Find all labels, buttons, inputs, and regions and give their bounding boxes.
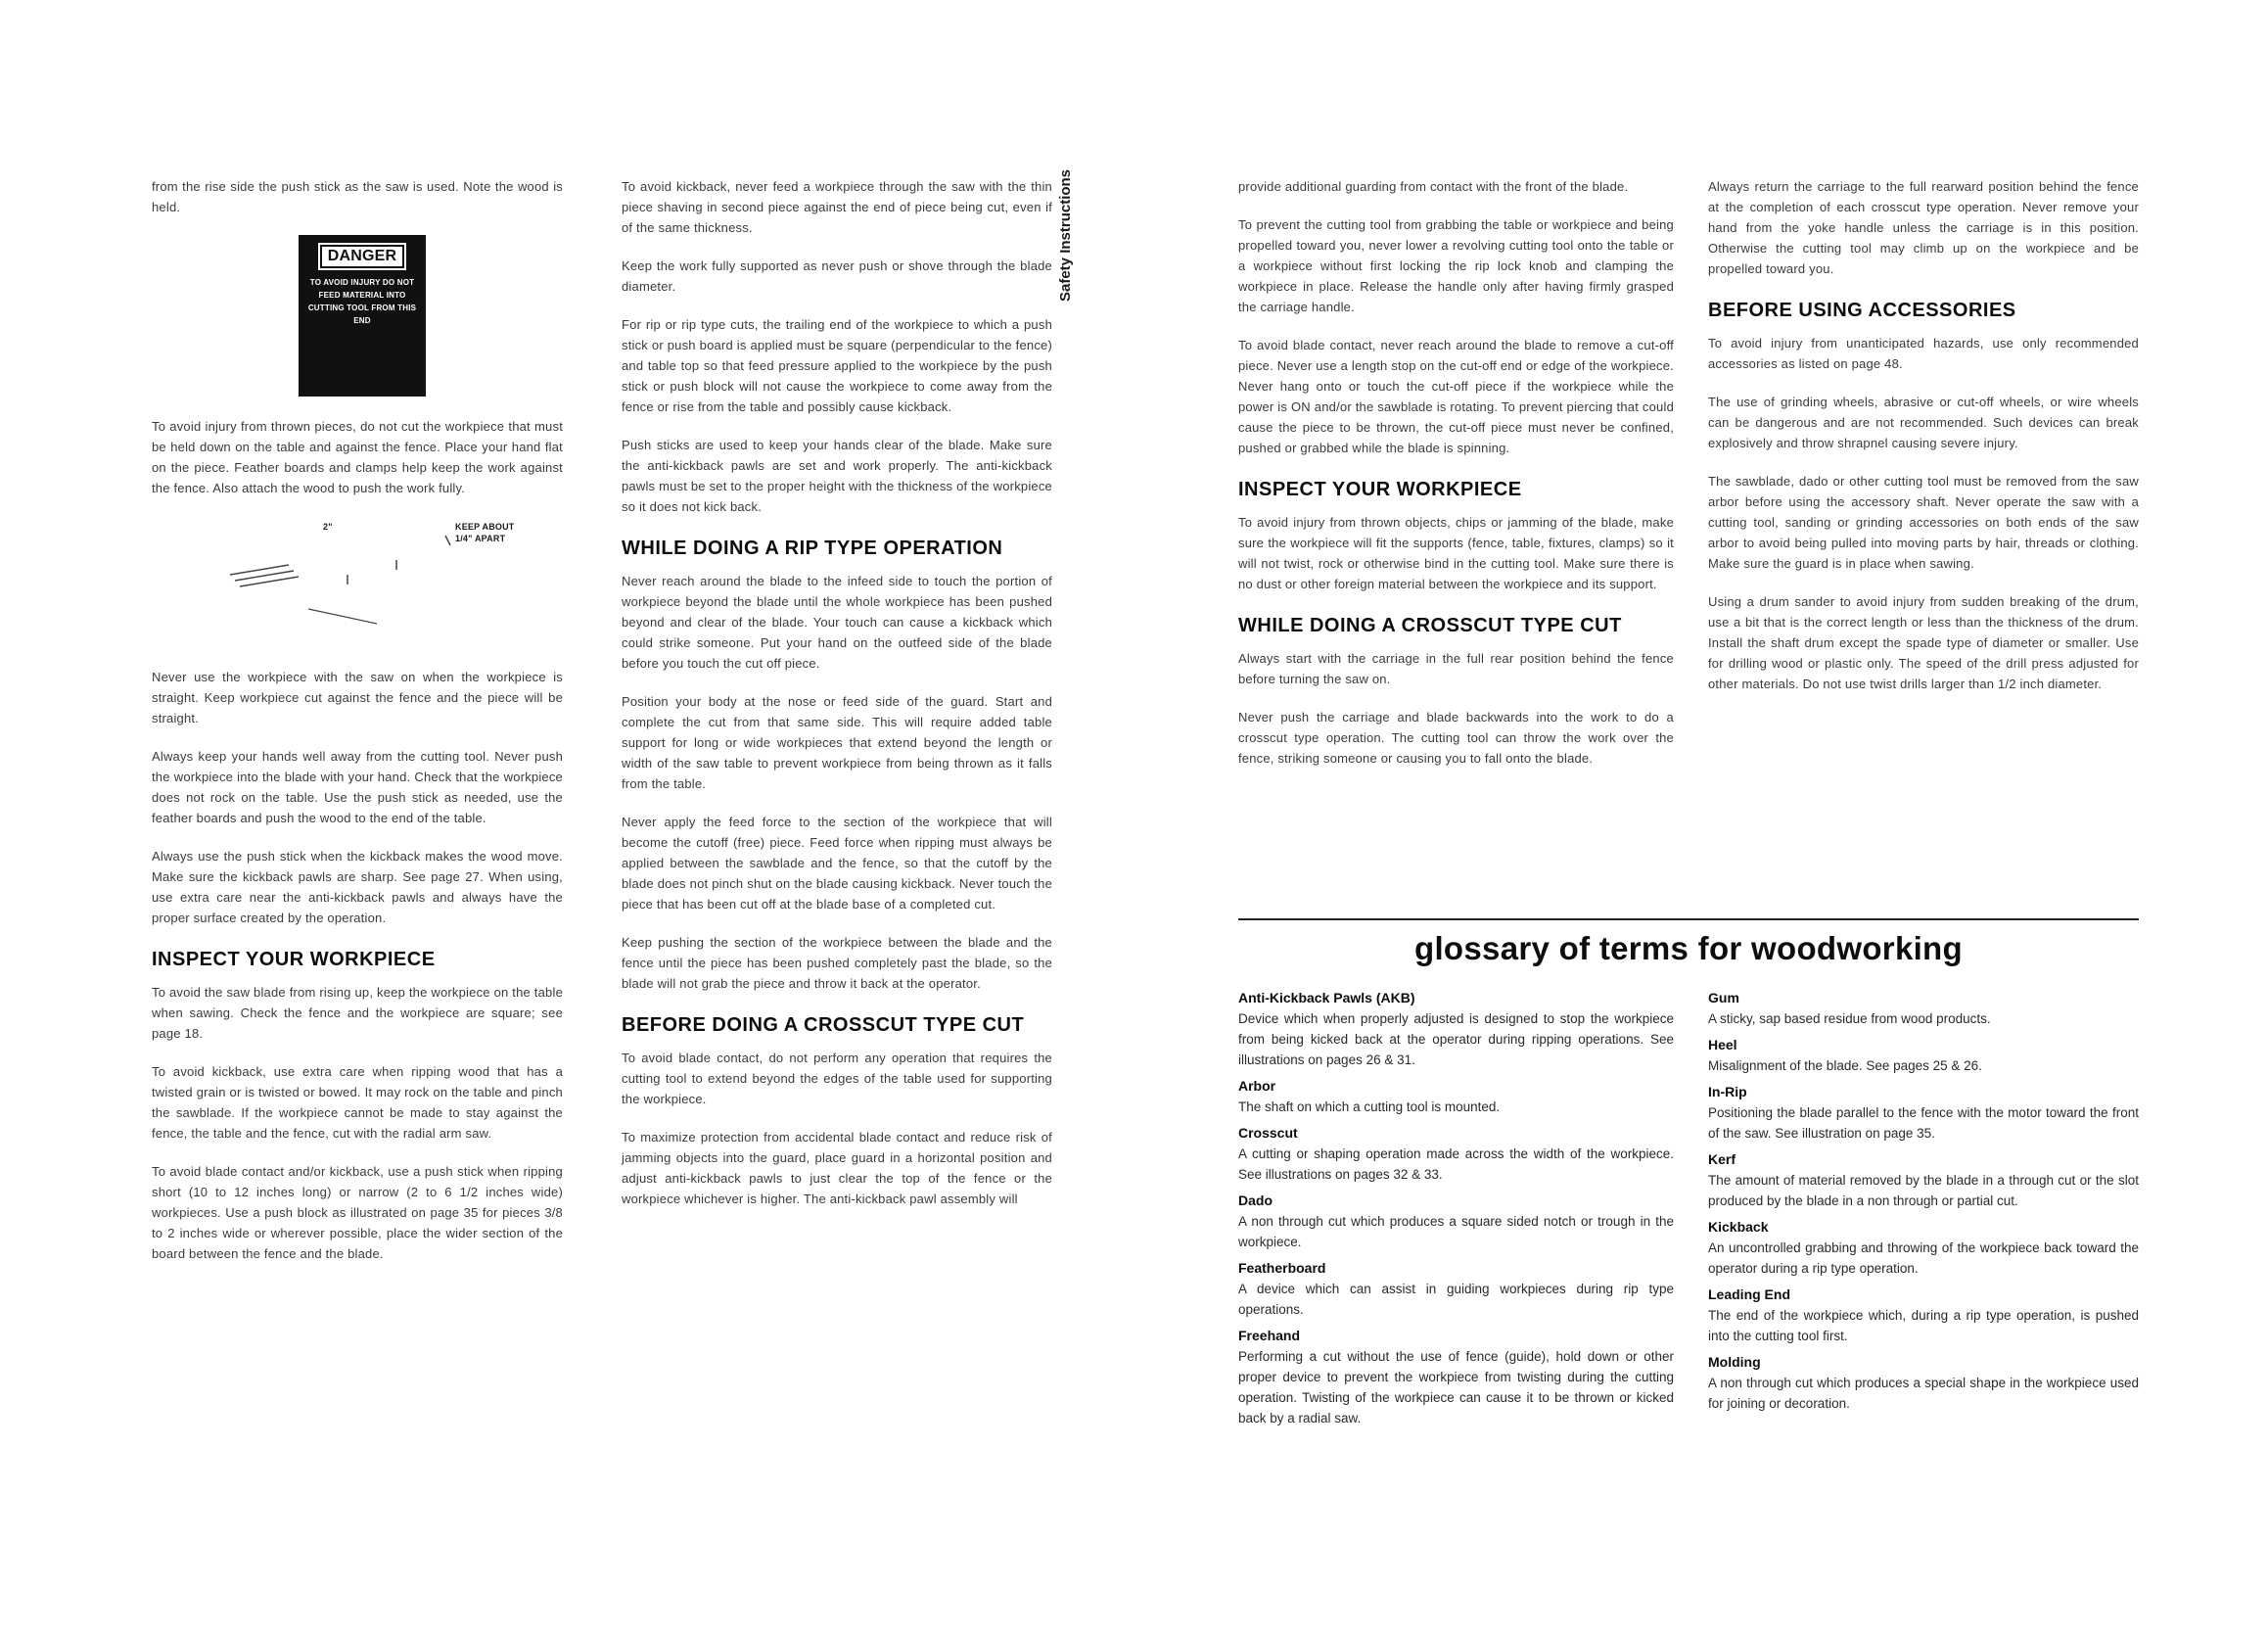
paragraph: from the rise side the push stick as the saw is used. Note the wood is held. [152,179,563,214]
glossary-definition: A device which can assist in guiding workpieces during rip type operations. [1238,1282,1674,1317]
section-heading: BEFORE USING ACCESSORIES [1708,300,2016,321]
glossary-entry [1238,988,1674,1070]
column-2 [622,176,1052,1227]
glossary-definition: A non through cut which produces a special shape in the workpiece used for joining or decoration. [1708,1376,2139,1411]
paragraph: Always return the carriage to the full rearward position behind the fence at the completion of each crosscut type operation. Never remove your hand from the yoke handle unless the carriage is in this position. Otherwise the cutting tool may climb up on the workpiece and be propelled toward you. [1708,179,2139,276]
glossary-term: Heel [1708,1037,1737,1052]
glossary-entry [1238,1123,1674,1185]
glossary-definition: The end of the workpiece which, during a rip type operation, is pushed into the cutting tool first. [1708,1308,2139,1343]
glossary-column-right [1708,984,2139,1420]
paragraph: To avoid blade contact, do not perform any operation that requires the cutting tool to extend beyond the edges of the table used for supporting the workpiece. [622,1051,1052,1106]
section-heading: WHILE DOING A CROSSCUT TYPE CUT [1238,615,1622,636]
paragraph: To avoid kickback, never feed a workpiece through the saw with the thin piece shaving in second piece against the end of piece being cut, even if of the same thickness. [622,179,1052,235]
glossary-entry [1708,1035,2139,1076]
paragraph: Always use the push stick when the kickback makes the wood move. Make sure the kickback pawls are sharp. See page 27. When using, use extra care near the anti-kickback pawls and always have the proper surface created by the operation. [152,849,563,925]
glossary-definition: The amount of material removed by the blade in a through cut or the slot produced by the blade in a non through or partial cut. [1708,1173,2139,1208]
glossary-term: Leading End [1708,1286,1790,1302]
glossary-definition: An uncontrolled grabbing and throwing of the workpiece back toward the operator during a rip type operation. [1708,1240,2139,1276]
column-4 [1708,176,2139,712]
paragraph: Using a drum sander to avoid injury from sudden breaking of the drum, use a bit that is the correct length or less than the thickness of the drum. Install the shaft drum except the spade type of diameter or smaller. Use for drilling wood or plastic only. The speed of the drill press adjusted for other materials. Do not use twist drills larger than 1/2 inch diameter. [1708,594,2139,691]
paragraph: Never use the workpiece with the saw on when the workpiece is straight. Keep workpiece cut against the fence and the piece will be straight. [152,670,563,725]
glossary-definition: Misalignment of the blade. See pages 25 & 26. [1708,1058,1982,1073]
glossary-term: Featherboard [1238,1260,1326,1276]
section-heading: WHILE DOING A RIP TYPE OPERATION [622,538,1003,559]
glossary-term: Kerf [1708,1151,1736,1167]
figure-label-spacing: KEEP ABOUT 1/4" APART [455,522,515,543]
glossary-column-left [1238,984,1674,1434]
paragraph: To avoid kickback, use extra care when ripping wood that has a twisted grain or is twisted or bowed. It may rock on the table and pinch the sawblade. If the workpiece cannot be made to stay against the fence, the table and the fence, cut with the radial arm saw. [152,1064,563,1141]
column-3 [1238,176,1674,786]
glossary-term: Arbor [1238,1078,1276,1094]
section-heading: INSPECT YOUR WORKPIECE [1238,479,1522,500]
glossary-entry [1238,1076,1674,1117]
glossary-title: glossary of terms for woodworking [1414,930,1963,966]
glossary-definition: A cutting or shaping operation made across the width of the workpiece. See illustrations on pages 32 & 33. [1238,1146,1674,1182]
glossary-entry [1708,1352,2139,1414]
paragraph: To prevent the cutting tool from grabbing the table or workpiece and being propelled toward you, never lower a revolving cutting tool onto the table or a workpiece without first locking the rip lock knob and clamping the workpiece in place. Release the handle only after having firmly grasped the carriage handle. [1238,217,1674,314]
glossary-definition: A non through cut which produces a square sided notch or trough in the workpiece. [1238,1214,1674,1249]
danger-label: DANGER [320,245,405,268]
danger-message: TO AVOID INJURY DO NOT FEED MATERIAL INTO CUTTING TOOL FROM THIS END [307,278,417,325]
paragraph: To avoid injury from thrown pieces, do not cut the workpiece that must be held down on the table and against the fence. Place your hand flat on the piece. Feather boards and clamps help keep the work against the fence. Also attach the wood to push the work fully. [152,419,563,495]
danger-sign [299,235,426,397]
glossary-entry [1708,1149,2139,1211]
paragraph: provide additional guarding from contact with the front of the blade. [1238,179,1629,194]
paragraph: Never reach around the blade to the infeed side to touch the portion of workpiece beyond the blade until the whole workpiece has been pushed beyond and clear of the blade. Your touch can cause a kickback which could strike someone. Put your hand on the outfeed side of the blade before you touch the cut off piece. [622,574,1052,671]
paragraph: Keep pushing the section of the workpiece between the blade and the fence until the piece has been pushed completely past the blade, so the blade will not grab the piece and throw it back at the operator. [622,935,1052,991]
paragraph: Never push the carriage and blade backwards into the work to do a crosscut type operation. The cutting tool can throw the work over the fence, striking someone or causing you to fall onto the blade. [1238,710,1674,766]
safety-instructions-tab [1057,168,1096,302]
glossary-term: Dado [1238,1192,1273,1208]
glossary-term: Anti-Kickback Pawls (AKB) [1238,990,1415,1005]
glossary-entry [1708,1285,2139,1346]
safety-tab-label: Safety Instructions [1057,168,1074,302]
paragraph: To avoid injury from unanticipated hazards, use only recommended accessories as listed on page 48. [1708,336,2139,371]
section-heading: BEFORE DOING A CROSSCUT TYPE CUT [622,1014,1025,1036]
section-divider [1238,918,2139,920]
glossary-term: Gum [1708,990,1739,1005]
glossary-term: Freehand [1238,1328,1301,1343]
paragraph: Never apply the feed force to the section of the workpiece that will become the cutoff (free) piece. Feed force when ripping must always be applied between the sawblade and the fence, so that the cutoff by the blade does not pinch shut on the blade causing kickback. Never touch the piece that has been cut off at the blade base of a completed cut. [622,815,1052,911]
paragraph: The sawblade, dado or other cutting tool must be removed from the saw arbor before using the accessory shaft. Never operate the saw with a cutting tool, sanding or grinding accessories on both ends of the saw arbor to avoid being pulled into moving parts by hair, threads or clothing. Make sure the guard is in place when sawing. [1708,474,2139,571]
paragraph: Always start with the carriage in the full rear position behind the fence before turning the saw on. [1238,651,1674,686]
paragraph: To maximize protection from accidental blade contact and reduce risk of jamming objects into the guard, place guard in a horizontal position and adjust anti-kickback pawls to just clear the top of the fence or the workpiece whichever is higher. The anti-kickback pawl assembly will [622,1130,1052,1206]
figure-label-dimension: 2" [323,522,333,532]
glossary-entry [1238,1258,1674,1320]
paragraph: Always keep your hands well away from the cutting tool. Never push the workpiece into the blade with your hand. Check that the workpiece does not rock on the table. Use the push stick as needed, use the feather boards and push the wood to the end of the table. [152,749,563,825]
featherboard-figure [152,516,563,653]
glossary-term: In-Rip [1708,1084,1747,1099]
glossary-entry [1708,1217,2139,1279]
paragraph: Push sticks are used to keep your hands clear of the blade. Make sure the anti-kickback pawls are set and work properly. The anti-kickback pawls must be set to the proper height with the thickness of the workpiece so it does not kick back. [622,438,1052,514]
glossary-entry [1238,1326,1674,1428]
paragraph: Keep the work fully supported as never push or shove through the blade diameter. [622,258,1052,294]
paragraph: To avoid blade contact and/or kickback, use a push stick when ripping short (10 to 12 inches long) or narrow (2 to 6 1/2 inches wide) workpieces. Use a push block as illustrated on page 35 for pieces 3/8 to 2 inches wide or wherever possible, place the wider section of the board between the fence and the blade. [152,1164,563,1261]
glossary-definition: A sticky, sap based residue from wood products. [1708,1011,1991,1026]
glossary-definition: Device which when properly adjusted is designed to stop the workpiece from being kicked back at the operator during ripping operations. See illustrations on pages 26 & 31. [1238,1011,1674,1067]
paragraph: To avoid blade contact, never reach around the blade to remove a cut-off piece. Never use a length stop on the cut-off end or edge of the workpiece. Never hang onto or touch the cut-off piece if the workpiece while the power is ON and/or the sawblade is rotating. To prevent piercing that could cause the piece to be thrown, the cut-off piece must never be confined, pushed or grabbed while the blade is spinning. [1238,338,1674,455]
paragraph: To avoid the saw blade from rising up, keep the workpiece on the table when sawing. Check the fence and the workpiece are square; see page 18. [152,985,563,1041]
glossary-definition: Performing a cut without the use of fence (guide), hold down or other proper device to prevent the workpiece from twisting during the cutting operation. Twisting of the workpiece can cause it to be thrown or kicked back by a radial saw. [1238,1349,1674,1426]
glossary-entry [1708,988,2139,1029]
paragraph: Position your body at the nose or feed side of the guard. Start and complete the cut from that same side. This will require added table support for long or wide workpieces that extend beyond the length or width of the saw table to prevent workpiece from being thrown as it falls from the table. [622,694,1052,791]
glossary-definition: Positioning the blade parallel to the fence with the motor toward the front of the saw. See illustration on page 35. [1708,1105,2139,1141]
column-1 [152,176,563,1282]
glossary-term: Crosscut [1238,1125,1298,1141]
glossary-term: Kickback [1708,1219,1769,1235]
paragraph: To avoid injury from thrown objects, chips or jamming of the blade, make sure the workpiece will fit the supports (fence, table, fixtures, clamps) so it will not twist, rock or otherwise bind in the cutting tool. Make sure there is no dust or other foreign material between the workpiece and its support. [1238,515,1674,591]
glossary-entry [1708,1082,2139,1144]
glossary-definition: The shaft on which a cutting tool is mounted. [1238,1099,1501,1114]
glossary-entry [1238,1191,1674,1252]
paragraph: The use of grinding wheels, abrasive or cut-off wheels, or wire wheels can be dangerous and are not recommended. Such devices can break explosively and throw shrapnel causing severe injury. [1708,395,2139,450]
glossary-term: Molding [1708,1354,1761,1370]
paragraph: For rip or rip type cuts, the trailing end of the workpiece to which a push stick or push board is applied must be square (perpendicular to the fence) and table top so that feed pressure applied to the workpiece by the push stick or push block will not cause the workpiece to come away from the fence or rise from the table and possibly cause kickback. [622,317,1052,414]
section-heading: INSPECT YOUR WORKPIECE [152,949,436,970]
